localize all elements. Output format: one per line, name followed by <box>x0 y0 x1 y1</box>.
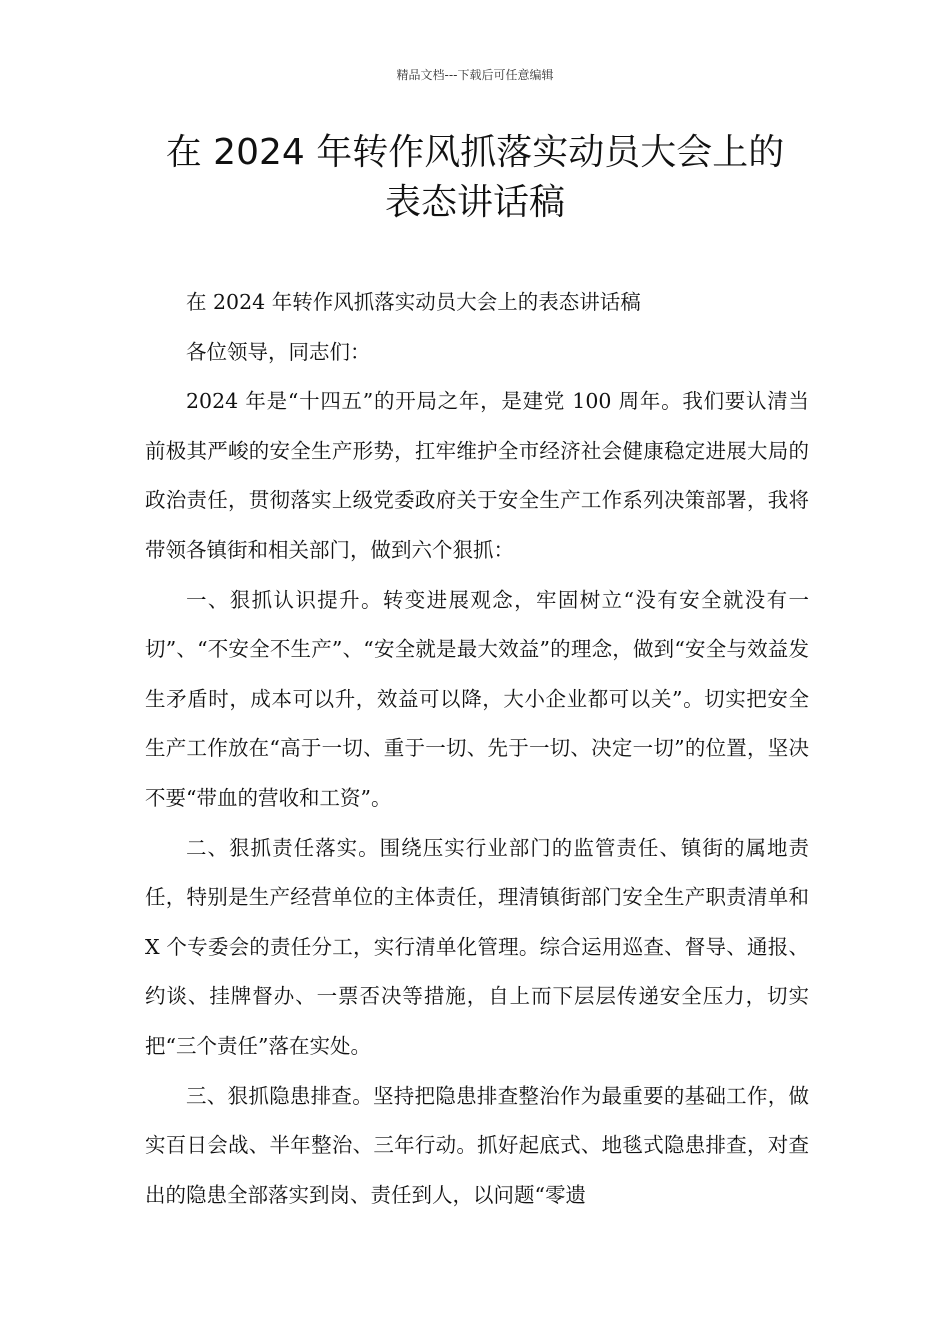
document-body <box>145 278 809 1220</box>
document-header-note: 精品文档---下载后可任意编辑 <box>396 68 554 82</box>
paragraph-subtitle: 在 2024 年转作风抓落实动员大会上的表态讲话稿 <box>186 290 641 314</box>
paragraph-point-3: 三、狠抓隐患排查。坚持把隐患排查整治作为最重要的基础工作，做实百日会战、半年整治、三年行动。抓好起底式、地毯式隐患排查，对查出的隐患全部落实到岗、责任到人，以问题“零遗 <box>145 1083 809 1207</box>
title-line-2: 表态讲话稿 <box>384 182 565 223</box>
paragraph-salutation: 各位领导，同志们： <box>186 339 371 364</box>
document-title <box>110 128 840 228</box>
paragraph-point-2: 二、狠抓责任落实。围绕压实行业部门的监管责任、镇街的属地责任，特别是生产经营单位的主体责任，理清镇街部门安全生产职责清单和 X 个专委会的责任分工，实行清单化管理。综合运用巡查、督导、通报、约谈、挂牌督办、一票否决等措施，自上而下层层传递安全压力，切实把“三个责任”落在实处。 <box>145 835 809 1058</box>
title-line-1: 在 2024 年转作风抓落实动员大会上的 <box>165 132 785 173</box>
paragraph-intro: 2024 年是“十四五”的开局之年，是建党 100 周年。我们要认清当前极其严峻的安全生产形势，扛牢维护全市经济社会健康稳定进展大局的政治责任，贯彻落实上级党委政府关于安全生产工作系列决策部署，我将带领各镇街和相关部门，做到六个狠抓： <box>145 389 809 562</box>
paragraph-point-1: 一、狠抓认识提升。转变进展观念，牢固树立“没有安全就没有一切”、“不安全不生产”、“安全就是最大效益”的理念，做到“安全与效益发生矛盾时，成本可以升，效益可以降，大小企业都可以关”。切实把安全生产工作放在“高于一切、重于一切、先于一切、决定一切”的位置，坚决不要“带血的营收和工资”。 <box>145 587 809 810</box>
